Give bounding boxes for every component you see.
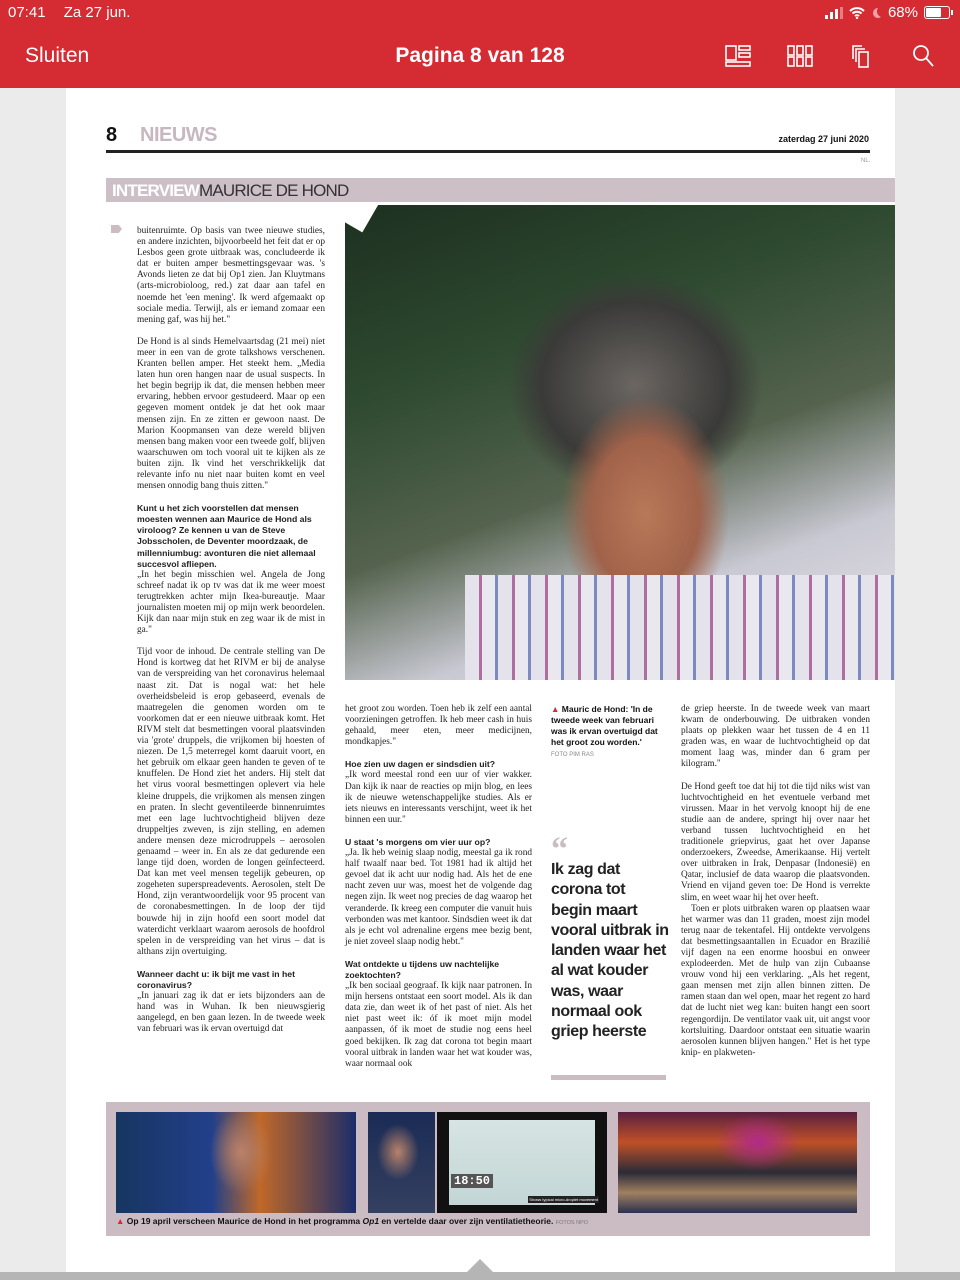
search-icon[interactable]	[910, 44, 938, 68]
article-paragraph: „In het begin misschien wel. Angela de Jong schreef nadat ik op tv was dat ik me weer moest terugtrekken achter mijn Ikea-bureautje. Maar journalisten moeten mij op mijn werk beoordelen. Kijk dan naar mijn stuk en zeg waar ik de mist in ga."	[137, 569, 325, 636]
pull-quote-bar	[551, 1075, 666, 1080]
page-number: 8	[106, 124, 118, 146]
page-scrubber-handle[interactable]	[466, 1259, 494, 1273]
interview-question: Wat ontdekte u tijdens uw nachtelijke zoektochten?	[345, 958, 500, 980]
article-paragraph: „Ik ben sociaal geograaf. Ik kijk naar patronen. In mijn hersens ontstaat een soort model. Als ik dan data zie, dan weet ik of het past of niet. Als het niet past weet ik: óf ik moet mijn model aanpassen, óf ik moet de studie nog eens heel goed bekijken. Ik zag dat corona tot begin maart vooral uitbrak in landen waar het wat kouder was, waar normaal ook	[345, 981, 532, 1069]
video-timestamp: 18:50	[451, 1174, 493, 1188]
status-date: Za 27 jun.	[63, 4, 131, 21]
article-column-4	[681, 704, 870, 1070]
article-paragraph: „Ja. Ik heb weinig slaap nodig, meestal ga ik rond half twaalf naar bed. Tot 1981 had ik altijd het gevoel dat ik acht uur nodig had. Als het de ene nacht zeven uur was, moest het de volgende dag negen zijn. Ik weet nog precies de dag waarop het veranderde. Ik kreeg een computer die vanuit huis verbonden was met kantoor. Sindsdien weet ik dat als je echt vol adrenaline ergens mee bezig bent, je niet zoveel slaap nodig hebt."	[345, 848, 532, 947]
photo-caption	[551, 704, 661, 758]
article-paragraph: het groot zou worden. Toen heb ik zelf een aantal voorzieningen getroffen. Ik heb meer cash in huis gehaald, meer eten, meer medicijnen, mondkapjes."	[345, 704, 532, 748]
article-paragraph: „Ik word meestal rond een uur of vier wakker. Dan kijk ik naar de reacties op mijn blog, en lees ik de nieuwe wetenschappelijke studies. Als er iets nieuws en interessants verschijnt, weet ik het binnen een uur."	[345, 770, 532, 825]
show-name: Op1	[362, 1216, 380, 1226]
quote-mark-icon: “	[551, 831, 568, 868]
article-paragraph: buitenruimte. Op basis van twee nieuwe studies, en andere inzichten, bijvoorbeeld het feit dat er op Lesbos geen grote uitbraak was, concludeerde ik dat er buiten amper besmettingsgevaar was. 's Avonds lieten ze dat bij Op1 zien. Jan Kluytmans (arts-microbioloog, red.) zat daar aan tafel en noemde het 'een mening'. Ik werd afgemaakt op sociale media. Terwijl, als er iemand zomaar een mening gaf, was hij het."	[137, 226, 325, 325]
article-column-1	[137, 226, 325, 1046]
strip-caption-text-end: en vertelde daar over zijn ventilatietheorie.	[379, 1216, 554, 1226]
moon-icon	[871, 7, 882, 19]
wifi-icon	[849, 7, 865, 19]
cellular-signal-icon	[825, 7, 843, 19]
article-paragraph: Tijd voor de inhoud. De centrale stelling van De Hond is kortweg dat het RIVM er bij de analyse van de verspreiding van het coronavirus helemaal naast zit. Dat is nogal wat: het hele overheidsbeleid is erop gebaseerd, evenals de maatregelen die genomen worden om te voorkomen dat er een nieuwe uitbraak komt. Het RIVM stelt dat besmettingen vooral plaatsvinden via 'grote' druppels, die vrijkomen bij hoesten of niezen. De 1,5 meterregel komt daaruit voort, en het gebruik om elkaar geen handen te geven of te knuffelen. De Hond ziet het anders. Hij stelt dat het virus vooral besmettingen oplevert via hele kleine druppels, die vrijkomen als mensen zingen en praten. In slecht geventileerde binnenruimtes met een lage luchtvochtigheid blijven deze druppeltjes zweven, is zijn stelling, en ademen andere mensen deze microdruppels – aerosolen genaamd – weer in. En als ze dat gedurende een lange tijd doen, worden de longen geïnfecteerd. Dat kan met veel mensen tegelijk gebeuren, op zogeheten superspreadevents. Aerosolen, stelt De Hond, zijn verantwoordelijk voor 95 procent van de coronabesmettingen. In de loop der tijd bouwde hij in zijn hoofd een soort model dat waterdicht verklaart waarom aerosols de hoofdrol spelen in de verspreiding van het virus – dat is althans zijn overtuiging.	[137, 647, 325, 957]
interview-banner	[106, 178, 895, 202]
layout-icon[interactable]	[724, 44, 752, 68]
close-button[interactable]: Sluiten	[25, 44, 90, 67]
triangle-icon: ▲	[116, 1216, 125, 1226]
photo-credit: FOTO PIM RAS	[551, 752, 594, 758]
article-column-2	[345, 704, 532, 1081]
page-title: Pagina 8 van 128	[395, 44, 565, 67]
portrait-photo	[345, 205, 895, 680]
header-rule	[106, 150, 870, 153]
photo-caption-text: Mauric de Hond: 'In de tweede week van februari was ik ervan overtuigd dat het groot zou worden.'	[551, 704, 658, 747]
article-paragraph: De Hond geeft toe dat hij tot die tijd niks wist van luchtvochtigheid en het eventuele verband met virussen. Maar in het vervolg knoopt hij de ene studie aan de andere, springt hij over naar het verband tussen luchtvochtigheid en het traditionele griepvirus, gaat het over Japanse onderzoekers, Zweedse, Amerikaanse. Hij vertelt over uitbraken in Irak, Denpasar (Indonesië) en Qatar, inclusief de data waarop die plaatsvonden. Vriend en vijand geven toe: De Hond is verrekte slim, en weet waar hij het over heeft.	[681, 781, 870, 903]
interview-question: Kunt u het zich voorstellen dat mensen moesten wennen aan Maurice de Hond als viroloog? Ze kennen u van de Steve Jobsscholen, de Deventer moordzaak, de millenniumbug: avonturen die niet allemaal succesvol afliepen.	[137, 503, 316, 569]
publication-date: zaterdag 27 juni 2020	[778, 134, 869, 144]
pull-quote: Ik zag dat corona tot begin maart vooral uitbrak in landen waar het al wat kouder was, waar normaal ook griep heerste	[551, 861, 669, 1041]
strip-credit: FOTOS NPO	[555, 1220, 589, 1226]
edition-label: NL.	[861, 158, 871, 164]
strip-photo-1	[116, 1112, 356, 1213]
strip-caption	[116, 1216, 588, 1226]
article-paragraph: de griep heerste. In de tweede week van maart kwam de onderbouwing. De uitbraken vonden plaats op plekken waar het tussen de 4 en 11 graden was, en waar de luchtvochtigheid op dat moment laag was, minder dan 6 gram per kilogram."	[681, 704, 870, 770]
page-scrubber[interactable]	[0, 1272, 960, 1280]
interview-question: Wanneer dacht u: ik bijt me vast in het coronavirus?	[137, 968, 296, 990]
battery-icon	[924, 6, 950, 19]
article-paragraph: „In januari zag ik dat er iets bijzonders aan de hand was in Wuhan. Ik ben nieuwsgierig aangelegd, en ben gaan lezen. In de tweede week van februari was ik ervan overtuigd dat	[137, 991, 325, 1035]
photo-strip	[106, 1102, 870, 1236]
battery-percent: 68%	[887, 4, 918, 21]
triangle-icon: ▲	[551, 704, 560, 714]
pages-icon[interactable]	[848, 44, 876, 68]
article-paragraph: De Hond is al sinds Hemelvaartsdag (21 mei) niet meer in een van de grote talkshows verschenen. Kranten bellen amper. Het steekt hem. „Media laten hun oren hangen naar de usual suspects. In het begin begrijp ik dat, die mensen hebben meer ervaring, hebben ervoor gestudeerd. Maar op een gegeven moment ontdek je dat het ook maar mensen zijn. En ze zitten er gewoon naast. De Marion Koopmansen van deze wereld blijven mensen bang maken voor een tweede golf, blijven waarschuwen om toch vooral uit te kijken als ze buiten zijn. Ik vind het verschrikkelijk dat relevante info nu niet naar buiten komt en veel mensen onnodig bang thuis zitten."	[137, 336, 325, 492]
status-bar	[8, 4, 144, 21]
strip-photo-4	[618, 1112, 857, 1213]
strip-photo-2	[368, 1112, 435, 1213]
strip-caption-text: Op 19 april verscheen Maurice de Hond in het programma	[126, 1216, 363, 1226]
kicker: INTERVIEW	[112, 181, 199, 200]
video-tag: Shows typical micro-droplet movement	[529, 1197, 598, 1202]
strip-photo-3	[437, 1112, 607, 1213]
article-paragraph: Toen er plots uitbraken waren op plaatsen waar het warmer was dan 11 graden, moest zijn model terug naar de tekentafel. Hij ontdekte vervolgens dat besmettingsaantallen in Ecuador en Brazilië vijf dagen na een enorme hoosbui en onweer explodeerden. Met de hulp van zijn Cubaanse vrouw vond hij een verklaring. „Als het regent, gaan mensen met zijn allen binnen zitten. De ramen staan dan wel open, maar het regent zo hard dat de lucht niet weg kan: buiten hangt een soort regengordijn. De ventilator vaak uit, uit angst voor kortsluiting. Daardoor ontstaat een situatie waarin aerosolen kunnen blijven hangen." Het is het type knip- en plakweten-	[681, 903, 870, 1058]
interview-question: U staat 's morgens om vier uur op?	[345, 836, 491, 847]
app-toolbar	[0, 0, 960, 88]
interview-question: Hoe zien uw dagen er sindsdien uit?	[345, 759, 496, 770]
section-title: NIEUWS	[140, 124, 217, 146]
status-time: 07:41	[8, 4, 46, 21]
kicker-name: MAURICE DE HOND	[198, 181, 349, 200]
status-indicators	[825, 4, 950, 21]
grid-icon[interactable]	[786, 44, 814, 68]
